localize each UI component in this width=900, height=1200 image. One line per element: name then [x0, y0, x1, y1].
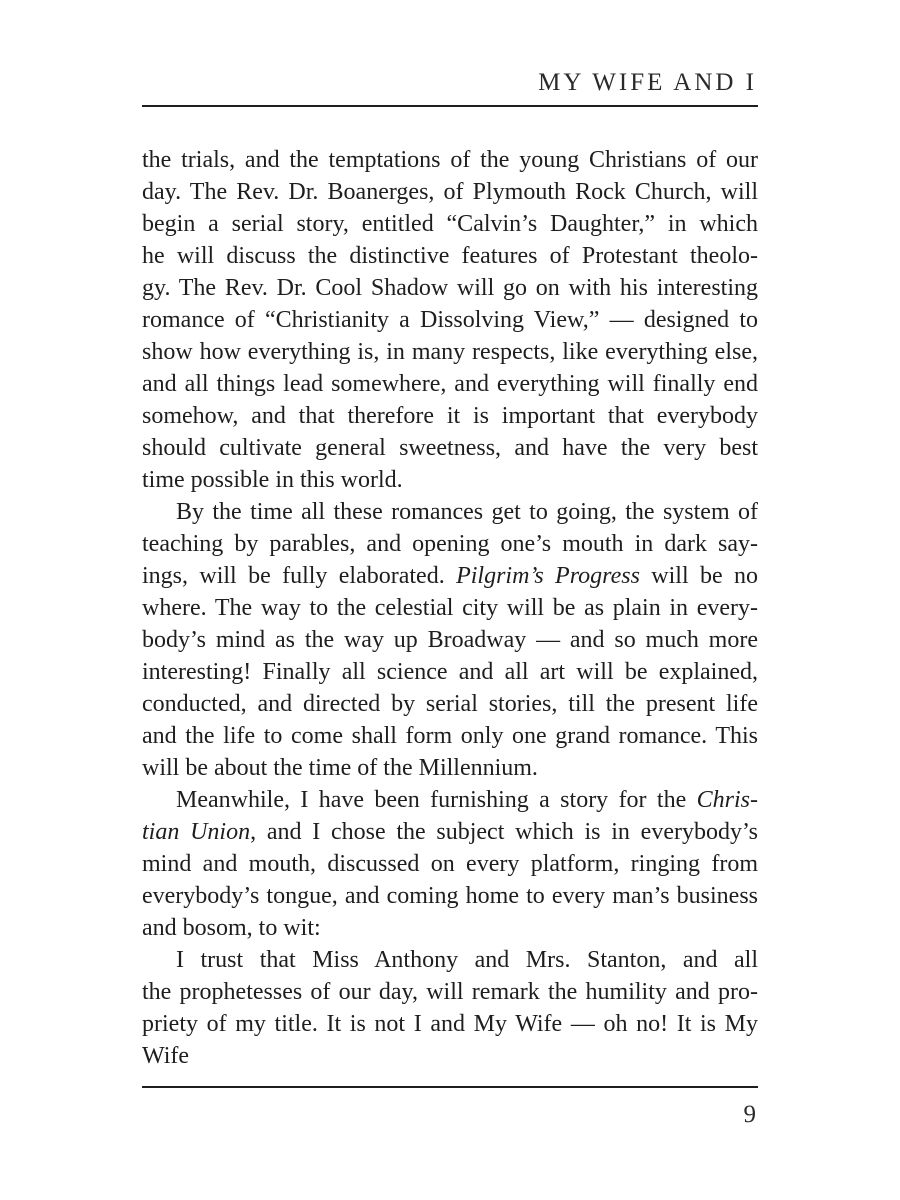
- footer-rule: [142, 1086, 758, 1088]
- body-text: [142, 144, 758, 1072]
- text-line: will be about the time of the Millennium.: [142, 755, 538, 781]
- text-line: and all things lead somewhere, and everything will finally end: [142, 371, 758, 397]
- text-line: day. The Rev. Dr. Boanerges, of Plymouth Rock Church, will: [142, 179, 758, 205]
- text-run: , and I chose the subject which is in everybody’s: [250, 819, 758, 845]
- text-line: body’s mind as the way up Broadway — and so much more: [142, 627, 758, 653]
- text-line: the prophetesses of our day, will remark the humility and pro-: [142, 979, 758, 1005]
- publication-title-italic: tian Union: [142, 819, 251, 845]
- text-line: everybody’s tongue, and coming home to every man’s business: [142, 883, 758, 909]
- text-line: By the time all these romances get to going, the system of: [176, 499, 758, 525]
- text-line: interesting! Finally all science and all art will be explained,: [142, 659, 758, 685]
- text-line: begin a serial story, entitled “Calvin’s Daughter,” in which: [142, 211, 758, 237]
- text-line: he will discuss the distinctive features of Protestant theolo-: [142, 243, 758, 269]
- text-line: somehow, and that therefore it is important that everybody: [142, 403, 758, 429]
- text-line: gy. The Rev. Dr. Cool Shadow will go on with his interesting: [142, 275, 758, 301]
- text-line: I trust that Miss Anthony and Mrs. Stanton, and all: [176, 947, 758, 973]
- text-line: [142, 816, 758, 848]
- text-line: priety of my title. It is not I and My Wife — oh no! It is My Wife: [142, 1011, 758, 1069]
- text-line: romance of “Christianity a Dissolving View,” — designed to: [142, 307, 758, 333]
- text-run: Meanwhile, I have been furnishing a story for the: [176, 787, 687, 813]
- running-head: MY WIFE AND I: [538, 69, 757, 96]
- text-line: [142, 560, 758, 592]
- book-title-italic: Pilgrim’s Progress: [456, 563, 640, 589]
- text-line: conducted, and directed by serial stories, till the present life: [142, 691, 758, 717]
- text-run: will be no: [651, 563, 759, 589]
- text-line: should cultivate general sweetness, and have the very best: [142, 435, 758, 461]
- text-line: show how everything is, in many respects, like everything else,: [142, 339, 758, 365]
- text-line: and bosom, to wit:: [142, 915, 321, 941]
- text-line: where. The way to the celestial city will be as plain in every-: [142, 595, 758, 621]
- page-number: 9: [743, 1101, 756, 1128]
- text-line: and the life to come shall form only one grand romance. This: [142, 723, 758, 749]
- text-line: mind and mouth, discussed on every platform, ringing from: [142, 851, 758, 877]
- text-line: time possible in this world.: [142, 467, 403, 493]
- text-line: the trials, and the temptations of the young Christians of our: [142, 147, 758, 173]
- header-rule: [142, 105, 758, 107]
- publication-title-italic: Chris-: [696, 787, 759, 813]
- text-line: teaching by parables, and opening one’s mouth in dark say-: [142, 531, 758, 557]
- text-run: ings, will be fully elaborated.: [142, 563, 445, 589]
- text-line: [142, 784, 758, 816]
